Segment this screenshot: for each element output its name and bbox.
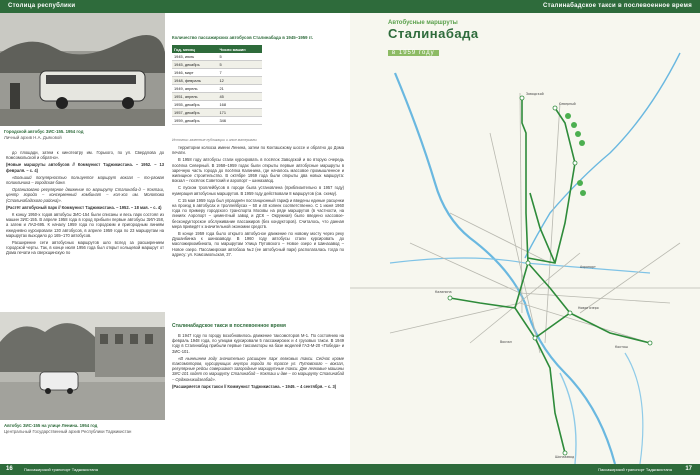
table-cell: 5 <box>218 61 262 69</box>
left-column-1 <box>6 150 164 310</box>
place-labels <box>435 92 628 459</box>
col1-p0: до площади, затем к кинотеатру им. Горького, по ул. Свердлова до Комсомольской и обратно». <box>6 150 164 161</box>
table-row <box>172 101 262 109</box>
street-photo-lenina <box>0 312 165 420</box>
col1-p2: «Больший популярностью пользуется маршрут вокзал – то-рговая поликлиника – городская баня. <box>6 174 164 186</box>
table-cell: 1957, декабрь <box>172 109 218 117</box>
table-cell: 1945, декабрь <box>172 61 218 69</box>
col2b-p2: (Расширяется парк такси // Коммунист Таджикистана. – 1949. – 4 сентября. – с. 3) <box>172 383 337 389</box>
table-cell: 1959, декабрь <box>172 117 218 125</box>
table-cell: 1951, апрель <box>172 93 218 101</box>
col2b-p0: В 1947 году по городу возобновилось движение таксомоторов М-1. По состоянию на февраль 1948 года, по улицам курсировали 5 пассажирских и 4 грузовых такси. В 1949 году в Сталинабад прибыли первые таксомоторы на базе моделей ГАЗ-М-20 «Победа» и ЗИС-101. <box>172 333 344 354</box>
place-label: Шиназавод <box>555 455 575 459</box>
table-cell: 12 <box>218 77 262 85</box>
col1-p6: Расширение сети автобусных маршрутов шло вслед за расширением городской черты. Так, в конце июля 1956 года был открыт кольцевой маршрут от Дома печати на сверхщинскую по <box>6 240 164 256</box>
table-row <box>172 61 262 69</box>
route-number-badges <box>565 113 586 196</box>
route-stops <box>448 96 652 455</box>
table-row <box>172 69 262 77</box>
table-row <box>172 53 262 61</box>
bus-photo-zis155 <box>0 13 165 126</box>
bus-routes <box>450 98 650 453</box>
photo1-caption-title: Городской автобус ЗИС-155. 1954 год <box>4 129 84 134</box>
table-cell: 1945, июль <box>172 53 218 61</box>
river-south <box>560 373 576 464</box>
left-footer <box>0 464 350 475</box>
route-line-north <box>522 98 528 263</box>
street-photo-image <box>0 312 165 420</box>
col1-p3: Организовано регулярное движение по маршруту Сталинаба-д – Кокташ, центр города – консервенный комбинат – кол-хоз им. Молотова (Сталинабадского района)». <box>6 187 164 203</box>
photo2-caption <box>4 423 166 434</box>
river-branch <box>525 53 680 258</box>
place-label: Калинина <box>435 290 452 294</box>
photo2-caption-title: Автобус ЗИС-155 на улице Ленина. 1954 год <box>4 423 98 428</box>
photo1-caption <box>4 129 164 140</box>
right-footer-text: Пассажирский транспорт Таджикистана <box>598 467 672 472</box>
col2-p1: В 1958 году автобусы стали курсировать в посёлок Заводской и во вторую очередь посёлка Северный. В 1958–1959 годах были открыты первые автобусные маршруты в заречную часть города до посёлка Калинина, где началось массовое промышленное и жилищное строительство. В октябре 1959 года были открыты два новых маршрута: вокзал – посёлок Советский и аэропорт – шиназавод. <box>172 157 344 184</box>
col2-p2: С пуском троллейбусов в городе была установлена (приблизительно в 1957 году) нумерация автобусных маршрутов. В 1959 году действовали 8 маршрутов (см. схему). <box>172 185 344 196</box>
right-page-number: 17 <box>685 466 692 472</box>
map-title-block <box>388 20 479 59</box>
table-cell: 5 <box>218 53 262 61</box>
table-row <box>172 85 262 93</box>
col2b-p1: «В нынешнем году значительно расширен парк легковых такси. Сейчас кроме таксомоторов, курсирующих внутри города по трассе ул. Путовского – вокзал, регулярные рейсы совершают загородные маршрутные такси. Две легковые машины ЗИС-101 ходят по маршруту Сталинабад – Кокташ и две – по маршруту Сталинабад – Орджоникидзеабад». <box>172 355 344 382</box>
left-column-2b <box>172 333 344 461</box>
right-running-header: Сталинабадское такси в послевоенное время <box>350 0 700 13</box>
table-header-row <box>172 45 262 53</box>
route-line-west <box>450 298 515 308</box>
table-cell: 1955, декабрь <box>172 101 218 109</box>
map-kicker: Автобусные маршруты <box>388 20 458 26</box>
section-title: Сталинабадское такси в послевоенное время <box>172 323 286 329</box>
river-south-2 <box>625 353 643 464</box>
table-row <box>172 109 262 117</box>
table-source: Источник: газетные публикации и иные материалы <box>172 138 257 142</box>
place-label: Вокзал <box>500 340 512 344</box>
col1-p4: (Растёт автобусный парк // Коммунист Таджикистана. – 1952. – 18 мая. – с. 4) <box>6 204 162 210</box>
table-header-cell: Год, месяц <box>172 45 218 53</box>
table-cell: 21 <box>218 85 262 93</box>
table-cell: 1948, февраль <box>172 77 218 85</box>
photo1-caption-credit: Личный архив Н.А. Дьяковой <box>4 134 62 140</box>
map-title: Сталинабада <box>388 26 479 41</box>
table-cell: 346 <box>218 117 262 125</box>
table-row <box>172 117 262 125</box>
photo2-caption-credit: Центральный Государственный архив Республики Таджикистан <box>4 428 132 434</box>
left-page-number: 16 <box>6 466 13 472</box>
table-cell: 168 <box>218 101 262 109</box>
place-label: Аэропорт <box>580 265 596 269</box>
table-cell: 45 <box>218 93 262 101</box>
place-label: Северный <box>559 102 576 106</box>
route-line-southeast <box>570 313 650 343</box>
route-line-north-branch <box>530 193 555 263</box>
col2-p4: В конце 1959 года было открыто автобусное движение по новому мосту через реку Душанбинка к шиназаводу. В 1960 году автобусы стали курсировать до масложиркомбината, по маршрутам Улица Путовского – Новое озеро и Шиназавод – Новое озеро. Пассажирская автобаза №2 (ее автобусный парк) располагалась тогда по адресу: ул. Комсомольская, 37. <box>172 231 344 257</box>
col2-p3: С 15 мая 1959 года был упразднён постанционный тариф и введены единые расценки на проезд в автобусах и троллейбусах – 50 и 40 копеек соответственно. С 1 июня 1960 года по примеру городского транспорта Москвы на ряде маршрутов (в частности, на линиях Аэропорт – цементный завод и ДСК – Окружная) было введено кассовое-бескондукторское обслуживание пассажиров (без кондукторов). Считалось, что данная мера приведёт к значительной экономии средств. <box>172 197 344 229</box>
right-footer <box>350 464 700 475</box>
left-footer-text: Пассажирский транспорт Таджикистана <box>24 467 98 472</box>
table-cell: 171 <box>218 109 262 117</box>
table-header-cell: Число машин <box>218 45 262 53</box>
table-row <box>172 77 262 85</box>
place-label: Новое озеро <box>578 306 599 310</box>
table-cell: 7 <box>218 69 262 77</box>
left-running-header: Столица республики <box>0 0 350 13</box>
left-column-2 <box>172 145 344 321</box>
table-cell: 1949, апрель <box>172 85 218 93</box>
place-label: Кокташ <box>615 345 628 349</box>
table-cell: 1946, март <box>172 69 218 77</box>
table-title: Количество пассажирских автобусов Сталинабада в 1945–1959 гг. <box>172 35 314 40</box>
bus-route-map <box>350 13 700 464</box>
table-row <box>172 93 262 101</box>
bus-photo-image <box>0 13 165 126</box>
map-year: в 1959 году <box>388 50 439 56</box>
col2-p0: территории колхоза имени Ленина, затем по Кокташскому шоссе и обратно до Дома печати. <box>172 145 344 156</box>
place-label: Заводской <box>526 92 544 96</box>
col1-p1: (Новые маршруты автобусов // Коммунист Таджикистана. – 1952. – 13 февраля. – с. 4) <box>6 162 164 173</box>
col1-p5: К концу 1950-х годов автобусы ЗИС-154 были списаны и весь парк состоял из машин ЗИС-155. В апреле 1958 года в город прибыли первые автобусы ЗИЛ-158, а затем и ЛАЗ-695. К началу 1959 года по городским и пригородным линиям ежедневно курсировали 130 автобусов, в апреле 1959 года по 23 маршрутам на маршрутах выходило до 165–170 автобусов. <box>6 212 164 238</box>
bus-count-table <box>172 45 262 125</box>
